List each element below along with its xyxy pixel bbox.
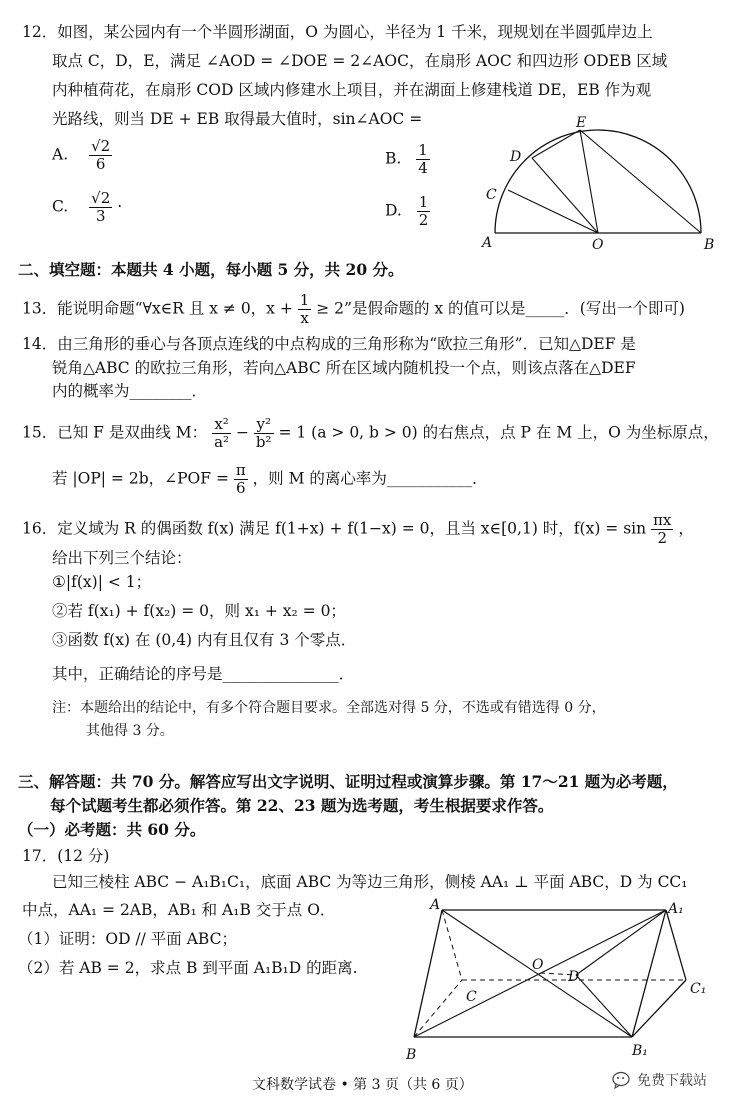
q17-part-1: （1）证明：OD // 平面 ABC； [18, 930, 237, 948]
q14-line-3: 内的概率为________． [52, 382, 208, 400]
q15-line-2: 若 |OP| = 2b，∠POF = $\frac{\pi}{6}$ ，则 M 的离心率为___________． [52, 461, 488, 497]
q12-option-c: C. $\frac{√2}{3}$ · [52, 189, 123, 225]
prism-label-b: B [406, 1047, 417, 1063]
q17-line-2: 中点，AA₁ = 2AB，AB₁ 和 A₁B 交于点 O． [22, 901, 336, 919]
q16-conclusion-1: ①|f(x)| < 1； [52, 573, 152, 591]
section-3-line-2: 每个试题考生都必须作答。第 22、23 题为选考题，考生根据要求作答。 [50, 796, 554, 815]
q12-line-1: 12．如图，某公园内有一个半圆形湖面，O 为圆心，半径为 1 千米，现规划在半圆弧岸边上 [22, 23, 653, 41]
prism-label-o: O [532, 957, 544, 973]
q12-line-2: 取点 C，D，E，满足 ∠AOD = ∠DOE = 2∠AOC，在扇形 AOC 和四边形 ODEB 区域 [52, 52, 668, 70]
q14-line-2: 锐角△ABC 的欧拉三角形，若向△ABC 所在区域内随机投一个点，则该点落在△DEF [52, 359, 636, 377]
q14-line-1: 14．由三角形的垂心与各顶点连线的中点构成的三角形称为“欧拉三角形”．已知△DEF 是 [22, 335, 636, 353]
q16-line-1: 16．定义域为 R 的偶函数 f(x) 满足 f(1+x) + f(1−x) = 0，且当 x∈[0,1) 时，f(x) = sin $\frac{\pi x}{2}$ ， [22, 511, 694, 547]
q16-line-2: 给出下列三个结论： [52, 549, 192, 567]
q17-line-1: 已知三棱柱 ABC − A₁B₁C₁，底面 ABC 为等边三角形，侧棱 AA₁ ⊥ 平面 ABC，D 为 CC₁ [52, 873, 688, 891]
fig-label-c: C [486, 187, 497, 203]
q17-part-2: （2）若 AB = 2，求点 B 到平面 A₁B₁D 的距离. [18, 959, 358, 977]
watermark [612, 1070, 707, 1090]
prism-label-a: A [430, 897, 441, 913]
q12-option-b: B. $\frac{1}{4}$ [385, 141, 428, 177]
q12-line-3: 内种植荷花，在扇形 COD 区域内修建水上项目，并在湖面上修建栈道 DE，EB 作为观 [52, 81, 652, 99]
q13: 13．能说明命题“∀x∈R 且 x ≠ 0，x + $\frac{1}{x}$ ≥ 2”是假命题的 x 的值可以是_____．(写出一个即可) [22, 291, 685, 327]
prism-label-a1: A₁ [668, 901, 684, 917]
prism-label-b1: B₁ [632, 1043, 648, 1059]
fig-label-a: A [482, 235, 493, 251]
q12-option-d: D. $\frac{1}{2}$ [385, 193, 429, 229]
fig-label-o: O [592, 237, 604, 253]
prism-label-c1: C₁ [690, 981, 707, 997]
q16-answer-line: 其中，正确结论的序号是_______________． [52, 665, 355, 683]
prism-label-c: C [466, 989, 477, 1005]
page-footer: 文科数学试卷 • 第 3 页（共 6 页） [252, 1077, 473, 1093]
q16-conclusion-3: ③函数 f(x) 在 (0,4) 内有且仅有 3 个零点． [52, 631, 357, 649]
prism-label-d: D [568, 969, 580, 985]
section-2-title: 二、填空题：本题共 4 小题，每小题 5 分，共 20 分。 [18, 260, 404, 279]
prism-figure [400, 895, 720, 1065]
section-3-line-1: 三、解答题：共 70 分。解答应写出文字说明、证明过程或演算步骤。第 17～21 题为必考题， [18, 772, 678, 791]
fig-label-e: E [576, 115, 587, 131]
section-3-subtitle: （一）必考题：共 60 分。 [18, 820, 206, 839]
q12-option-a: A. $\frac{√2}{6}$ [52, 137, 111, 173]
fig-label-b: B [704, 237, 715, 253]
fig-label-d: D [510, 149, 522, 165]
q16-note-2: 其他得 3 分。 [86, 723, 174, 739]
q12-line-4: 光路线，则当 DE + EB 取得最大值时，sin∠AOC = [52, 110, 423, 128]
q17-header: 17．(12 分) [22, 847, 110, 865]
q15-line-1: 15．已知 F 是双曲线 M： $\frac{\text{x²}}{\text{a²}}$ − $\frac{\text{y²}}{\text{b²}}$ = 1 (a > 0, b > 0) 的右焦点，点 P 在 M 上，O 为坐标原点， [22, 415, 719, 451]
semicircle-lake-figure [470, 115, 730, 255]
watermark-text: 免费下载站 [637, 1073, 707, 1089]
q16-note-1: 注：本题给出的结论中，有多个符合题目要求。全部选对得 5 分，不选或有错选得 0 分， [52, 700, 606, 716]
q16-conclusion-2: ②若 f(x₁) + f(x₂) = 0，则 x₁ + x₂ = 0； [52, 602, 346, 620]
chat-bubble-icon [612, 1071, 632, 1089]
